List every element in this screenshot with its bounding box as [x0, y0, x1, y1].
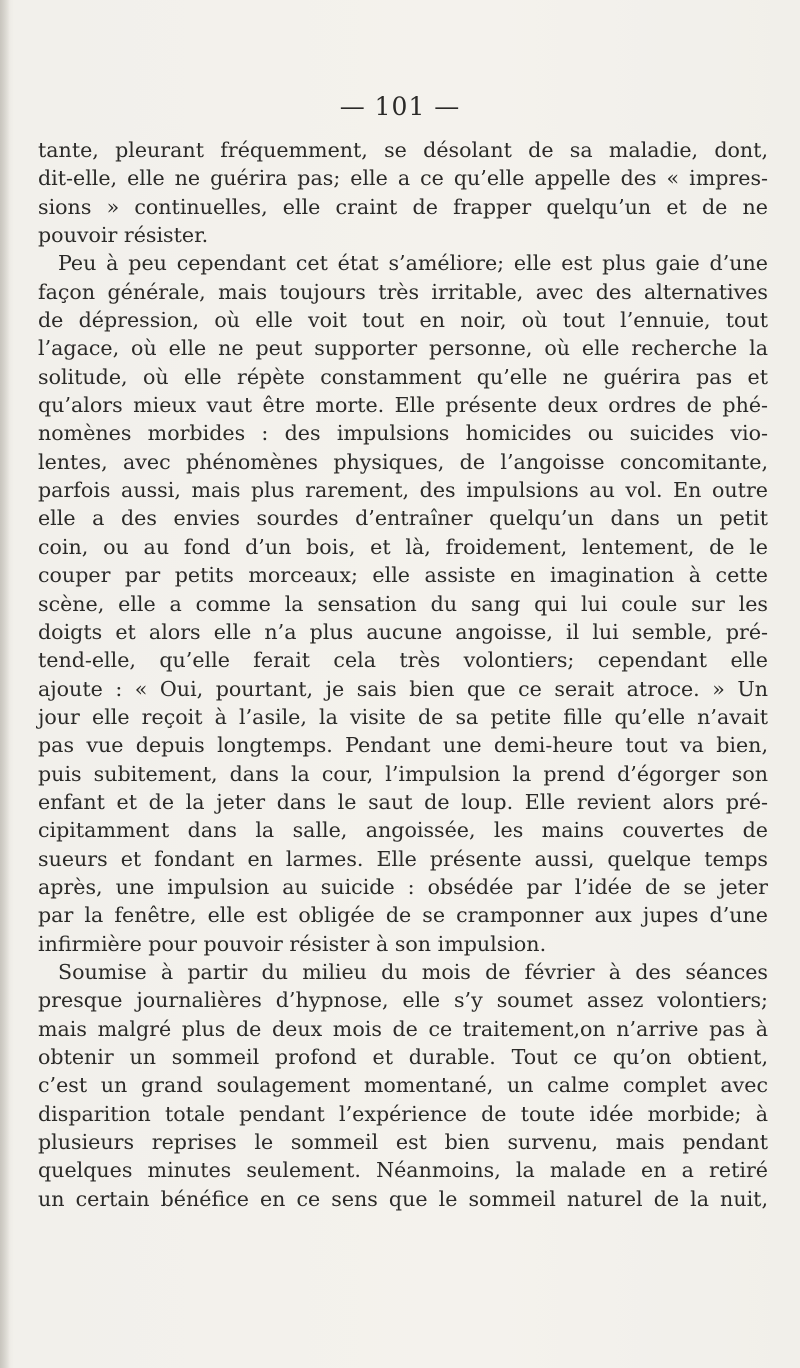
text-line: Soumise à partir du milieu du mois de février à des séances	[58, 959, 768, 984]
text-line: tend-elle, qu’elle ferait cela très volontiers; cependant elle	[38, 648, 768, 673]
text-line: disparition totale pendant l’expérience de toute idée morbide; à	[38, 1101, 768, 1126]
text-line: sions » continuelles, elle craint de frapper quelqu’un et de ne	[38, 194, 768, 219]
text-line: presque journalières d’hypnose, elle s’y soumet assez volontiers;	[38, 988, 768, 1013]
text-line: cipitamment dans la salle, angoissée, les mains couvertes de	[38, 818, 768, 843]
text-line: Peu à peu cependant cet état s’améliore; elle est plus gaie d’une	[58, 251, 768, 276]
text-line: solitude, où elle répète constamment qu’elle ne guérira pas et	[38, 364, 768, 389]
text-line: sueurs et fondant en larmes. Elle présente aussi, quelque temps	[38, 846, 768, 871]
text-line: nomènes morbides : des impulsions homicides ou suicides vio-	[38, 421, 768, 446]
text-line: ajoute : « Oui, pourtant, je sais bien que ce serait atroce. » Un	[38, 676, 768, 701]
text-line: elle a des envies sourdes d’entraîner quelqu’un dans un petit	[38, 506, 768, 531]
text-line: tante, pleurant fréquemment, se désolant de sa maladie, dont,	[38, 138, 768, 162]
text-line: l’agace, où elle ne peut supporter personne, où elle recherche la	[38, 336, 768, 361]
text-line: scène, elle a comme la sensation du sang qui lui coule sur les	[38, 591, 768, 616]
body-text	[38, 136, 768, 1213]
text-line: puis subitement, dans la cour, l’impulsion la prend d’égorger son	[38, 761, 768, 786]
text-line: mais malgré plus de deux mois de ce traitement,on n’arrive pas à	[38, 1016, 768, 1041]
text-line: parfois aussi, mais plus rarement, des impulsions au vol. En outre	[38, 478, 768, 503]
text-line: pas vue depuis longtemps. Pendant une demi-heure tout va bien,	[38, 733, 768, 758]
text-line: enfant et de la jeter dans le saut de loup. Elle revient alors pré-	[38, 789, 768, 814]
text-line: infirmière pour pouvoir résister à son impulsion.	[38, 931, 547, 956]
text-line: qu’alors mieux vaut être morte. Elle présente deux ordres de phé-	[38, 393, 768, 418]
text-line: doigts et alors elle n’a plus aucune angoisse, il lui semble, pré-	[38, 619, 768, 644]
page-binding-edge	[0, 0, 10, 1368]
text-line: obtenir un sommeil profond et durable. Tout ce qu’on obtient,	[38, 1045, 768, 1069]
text-line: couper par petits morceaux; elle assiste en imagination à cette	[38, 563, 768, 588]
text-line: après, une impulsion au suicide : obsédée par l’idée de se jeter	[38, 874, 768, 899]
text-line: de dépression, où elle voit tout en noir, où tout l’ennuie, tout	[38, 308, 768, 333]
text-line: un certain bénéfice en ce sens que le sommeil naturel de la nuit,	[38, 1186, 768, 1211]
text-line: par la fenêtre, elle est obligée de se cramponner aux jupes d’une	[38, 903, 768, 928]
text-line: jour elle reçoit à l’asile, la visite de sa petite fille qu’elle n’avait	[38, 704, 768, 729]
text-line: façon générale, mais toujours très irritable, avec des alternatives	[38, 279, 768, 304]
text-line: plusieurs reprises le sommeil est bien survenu, mais pendant	[38, 1130, 768, 1155]
text-line: dit-elle, elle ne guérira pas; elle a ce qu’elle appelle des « impres-	[38, 166, 768, 191]
page-number-header: — 101 —	[339, 92, 461, 121]
text-line: lentes, avec phénomènes physiques, de l’angoisse concomitante,	[38, 449, 768, 474]
text-line: c’est un grand soulagement momentané, un calme complet avec	[38, 1073, 768, 1098]
text-line: quelques minutes seulement. Néanmoins, la malade en a retiré	[38, 1158, 768, 1183]
text-line: coin, ou au fond d’un bois, et là, froidement, lentement, de le	[38, 534, 768, 559]
text-line: pouvoir résister.	[38, 223, 209, 248]
